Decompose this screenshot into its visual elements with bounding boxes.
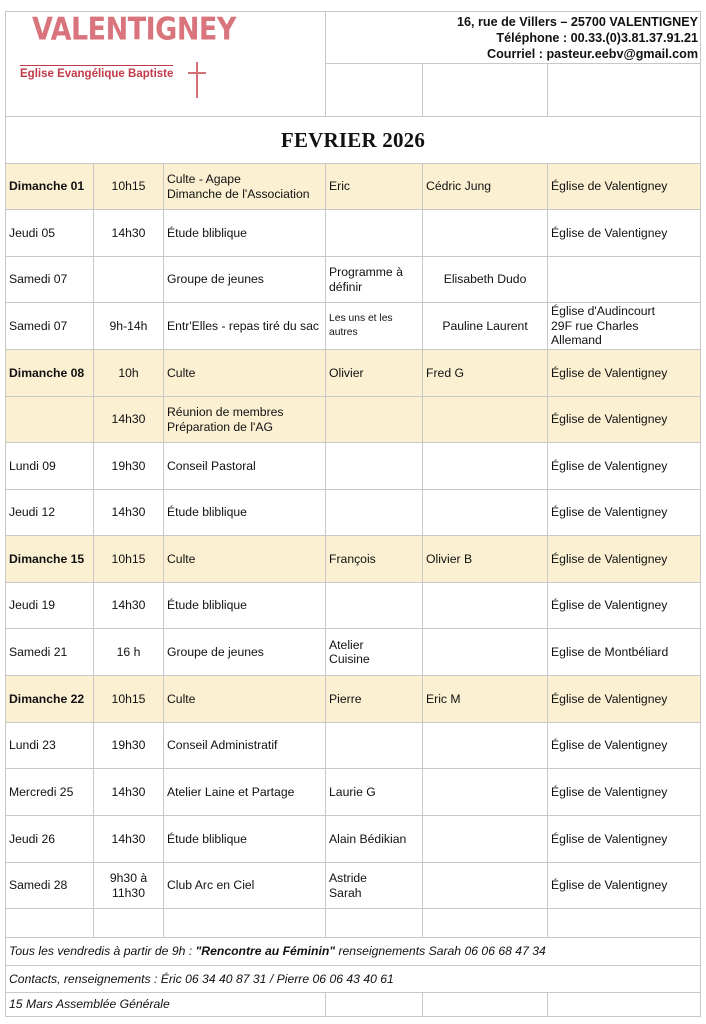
cell-line: Les uns et les autres xyxy=(329,312,393,338)
cell-line: Astride xyxy=(329,871,367,885)
cell-line: Église de Valentigney xyxy=(551,738,668,753)
schedule-table xyxy=(5,11,701,1017)
title-row xyxy=(6,117,701,164)
time-cell xyxy=(94,397,164,443)
cell-line: Dimanche de l'Association xyxy=(167,186,310,201)
leader-cell xyxy=(326,397,423,443)
second-person-cell xyxy=(423,350,548,397)
schedule-row xyxy=(6,583,701,629)
second-person-cell xyxy=(423,629,548,676)
second-person-cell xyxy=(423,490,548,536)
time-cell xyxy=(94,257,164,303)
footer-row xyxy=(6,993,701,1017)
day-cell xyxy=(6,490,94,536)
leader-cell xyxy=(326,769,423,816)
empty-row xyxy=(6,909,701,938)
cell-line: Jeudi 26 xyxy=(9,831,56,846)
place-cell xyxy=(548,303,701,350)
assembly-note: 15 Mars Assemblée Générale xyxy=(6,993,326,1017)
time-cell xyxy=(94,583,164,629)
cell-line: Samedi 28 xyxy=(9,878,68,893)
phone: Téléphone : 00.33.(0)3.81.37.91.21 xyxy=(496,30,699,45)
cell-line: Eric M xyxy=(426,691,461,706)
cell-line: Jeudi 12 xyxy=(9,505,56,520)
cell-line: Pauline Laurent xyxy=(442,318,528,333)
logo-subtitle: Eglise Evangélique Baptiste xyxy=(20,65,173,82)
activity-cell xyxy=(164,350,326,397)
schedule-sheet xyxy=(5,11,700,1017)
church-logo xyxy=(6,11,236,84)
day-cell xyxy=(6,210,94,257)
cell-line: Eglise de Montbéliard xyxy=(551,644,669,659)
leader-cell xyxy=(326,164,423,210)
cell-line: Préparation de l'AG xyxy=(167,419,273,434)
activity-cell xyxy=(164,863,326,909)
activity-cell xyxy=(164,769,326,816)
time-cell xyxy=(94,490,164,536)
activity-cell xyxy=(164,629,326,676)
day-cell xyxy=(6,676,94,723)
leader-cell xyxy=(326,583,423,629)
schedule-row xyxy=(6,164,701,210)
place-cell xyxy=(548,443,701,490)
contacts-note: Contacts, renseignements : Éric 06 34 40 87 31 / Pierre 06 06 43 40 61 xyxy=(6,966,701,993)
cell-line: Conseil Pastoral xyxy=(167,458,256,473)
activity-cell xyxy=(164,816,326,863)
schedule-row xyxy=(6,257,701,303)
day-cell xyxy=(6,350,94,397)
cell-line: Culte - Agape xyxy=(167,172,241,186)
cell-line: Programme à xyxy=(329,265,403,279)
cell-line: Église de Valentigney xyxy=(551,225,668,240)
leader-cell xyxy=(326,723,423,769)
place-cell xyxy=(548,863,701,909)
cell-line: Étude bliblique xyxy=(167,225,247,240)
cell-line: Samedi 07 xyxy=(9,318,68,333)
day-cell xyxy=(6,164,94,210)
schedule-row xyxy=(6,769,701,816)
leader-cell xyxy=(326,490,423,536)
cell-line: Culte xyxy=(167,551,196,566)
leader-cell xyxy=(326,816,423,863)
cell-line: Olivier B xyxy=(426,551,473,566)
cell-line: Lundi 09 xyxy=(9,458,56,473)
cell-line: Sarah xyxy=(329,885,362,900)
cell-line: François xyxy=(329,551,376,566)
place-cell xyxy=(548,210,701,257)
day-cell xyxy=(6,723,94,769)
place-cell xyxy=(548,723,701,769)
day-cell xyxy=(6,629,94,676)
day-cell xyxy=(6,769,94,816)
leader-cell xyxy=(326,443,423,490)
cell-line: Jeudi 05 xyxy=(9,225,56,240)
activity-cell xyxy=(164,490,326,536)
logo-name: VALENTIGNEY xyxy=(32,11,236,48)
cell-line: Église d'Audincourt xyxy=(551,304,655,319)
cell-line: Église de Valentigney xyxy=(551,691,668,706)
weekly-note: Tous les vendredis à partir de 9h : "Rencontre au Féminin" renseignements Sarah 06 06 68 47 34 xyxy=(6,938,701,966)
cross-icon xyxy=(196,62,198,98)
leader-cell xyxy=(326,350,423,397)
second-person-cell xyxy=(423,863,548,909)
cell-line: 9h30 à xyxy=(109,871,148,885)
time-cell xyxy=(94,350,164,397)
cell-line: Entr'Elles - repas tiré du sac xyxy=(167,318,320,333)
cell-line: Dimanche 22 xyxy=(9,691,85,706)
cell-line: Laurie G xyxy=(329,784,376,799)
schedule-row xyxy=(6,676,701,723)
cell-line: Eric xyxy=(329,179,351,194)
leader-cell xyxy=(326,629,423,676)
cell-line: Étude bliblique xyxy=(167,831,247,846)
schedule-row xyxy=(6,303,701,350)
cell-line: Dimanche 08 xyxy=(9,365,85,380)
cell-line: Alain Bédikian xyxy=(329,831,407,846)
cell-line: 19h30 xyxy=(111,458,146,473)
cell-line: Mercredi 25 xyxy=(9,784,74,799)
cell-line: Pierre xyxy=(329,691,362,706)
second-person-cell xyxy=(423,210,548,257)
second-person-cell xyxy=(423,303,548,350)
cell-line: 14h30 xyxy=(111,412,146,427)
time-cell xyxy=(94,816,164,863)
cell-line: Elisabeth Dudo xyxy=(443,272,527,287)
leader-cell xyxy=(326,536,423,583)
second-person-cell xyxy=(423,536,548,583)
schedule-row xyxy=(6,536,701,583)
time-cell xyxy=(94,536,164,583)
second-person-cell xyxy=(423,257,548,303)
cell-line: Dimanche 01 xyxy=(9,179,85,194)
time-cell xyxy=(94,676,164,723)
cell-line: Église de Valentigney xyxy=(551,412,668,427)
footer-row xyxy=(6,966,701,993)
cell-line: 14h30 xyxy=(111,831,146,846)
cell-line: 10h xyxy=(118,365,139,380)
cell-line: 9h-14h xyxy=(109,318,148,333)
activity-cell xyxy=(164,210,326,257)
cell-line: 10h15 xyxy=(111,179,146,194)
place-cell xyxy=(548,536,701,583)
second-person-cell xyxy=(423,397,548,443)
activity-cell xyxy=(164,583,326,629)
time-cell xyxy=(94,210,164,257)
schedule-row xyxy=(6,863,701,909)
cell-line: 14h30 xyxy=(111,598,146,613)
cell-line: Église de Valentigney xyxy=(551,551,668,566)
cell-line: 10h15 xyxy=(111,551,146,566)
cell-line: Église de Valentigney xyxy=(551,831,668,846)
place-cell xyxy=(548,257,701,303)
cell-line: Dimanche 15 xyxy=(9,551,85,566)
header-row xyxy=(6,12,701,64)
activity-cell xyxy=(164,723,326,769)
cell-line: Église de Valentigney xyxy=(551,179,668,194)
cell-line: 19h30 xyxy=(111,738,146,753)
cell-line: Église de Valentigney xyxy=(551,784,668,799)
cell-line: Samedi 07 xyxy=(9,272,68,287)
second-person-cell xyxy=(423,816,548,863)
cell-line: Club Arc en Ciel xyxy=(167,878,255,893)
cell-line: 29F rue Charles xyxy=(551,318,639,333)
time-cell xyxy=(94,164,164,210)
day-cell xyxy=(6,863,94,909)
activity-cell xyxy=(164,397,326,443)
cell-line: Culte xyxy=(167,691,196,706)
cell-line: Allemand xyxy=(551,333,602,348)
schedule-row xyxy=(6,723,701,769)
cell-line: Atelier xyxy=(329,637,364,652)
place-cell xyxy=(548,769,701,816)
day-cell xyxy=(6,257,94,303)
address: 16, rue de Villers – 25700 VALENTIGNEY xyxy=(457,14,699,29)
cell-line: Église de Valentigney xyxy=(551,598,668,613)
leader-cell xyxy=(326,303,423,350)
second-person-cell xyxy=(423,676,548,723)
cell-line: Église de Valentigney xyxy=(551,365,668,380)
schedule-row xyxy=(6,350,701,397)
place-cell xyxy=(548,629,701,676)
cell-line: Atelier Laine et Partage xyxy=(167,784,295,799)
activity-cell xyxy=(164,257,326,303)
cell-line: Groupe de jeunes xyxy=(167,272,264,287)
schedule-row xyxy=(6,629,701,676)
activity-cell xyxy=(164,303,326,350)
activity-cell xyxy=(164,443,326,490)
day-cell xyxy=(6,303,94,350)
second-person-cell xyxy=(423,164,548,210)
cell-line: Fred G xyxy=(426,365,464,380)
schedule-row xyxy=(6,443,701,490)
logo-cell xyxy=(6,12,326,117)
day-cell xyxy=(6,443,94,490)
place-cell xyxy=(548,350,701,397)
activity-cell xyxy=(164,536,326,583)
place-cell xyxy=(548,583,701,629)
schedule-row xyxy=(6,397,701,443)
cell-line: 16 h xyxy=(116,644,141,659)
page-title: FEVRIER 2026 xyxy=(6,117,701,164)
time-cell xyxy=(94,443,164,490)
cell-line: Étude bliblique xyxy=(167,505,247,520)
cell-line: 10h15 xyxy=(111,691,146,706)
cell-line: 14h30 xyxy=(111,505,146,520)
cell-line: 14h30 xyxy=(111,225,146,240)
cell-line: 14h30 xyxy=(111,784,146,799)
schedule-row xyxy=(6,490,701,536)
leader-cell xyxy=(326,676,423,723)
cell-line: Conseil Administratif xyxy=(167,738,278,753)
cell-line: Étude bliblique xyxy=(167,598,247,613)
second-person-cell xyxy=(423,769,548,816)
cell-line: Cuisine xyxy=(329,652,370,666)
cell-line: définir xyxy=(329,279,363,294)
cell-line: Église de Valentigney xyxy=(551,505,668,520)
cell-line: Jeudi 19 xyxy=(9,598,56,613)
day-cell xyxy=(6,536,94,583)
schedule-row xyxy=(6,816,701,863)
cell-line: Culte xyxy=(167,365,196,380)
day-cell xyxy=(6,583,94,629)
contact-block xyxy=(326,12,701,64)
time-cell xyxy=(94,723,164,769)
leader-cell xyxy=(326,210,423,257)
email: Courriel : pasteur.eebv@gmail.com xyxy=(486,46,699,61)
footer-row xyxy=(6,938,701,966)
cell-line: 11h30 xyxy=(112,885,145,900)
schedule-row xyxy=(6,210,701,257)
leader-cell xyxy=(326,863,423,909)
cell-line: Église de Valentigney xyxy=(551,878,668,893)
cell-line: Cédric Jung xyxy=(426,179,492,194)
activity-cell xyxy=(164,164,326,210)
day-cell xyxy=(6,397,94,443)
cell-line: Samedi 21 xyxy=(9,644,68,659)
place-cell xyxy=(548,397,701,443)
place-cell xyxy=(548,490,701,536)
second-person-cell xyxy=(423,723,548,769)
second-person-cell xyxy=(423,583,548,629)
day-cell xyxy=(6,816,94,863)
cell-line: Réunion de membres xyxy=(167,405,284,419)
place-cell xyxy=(548,816,701,863)
time-cell xyxy=(94,769,164,816)
leader-cell xyxy=(326,257,423,303)
cell-line: Lundi 23 xyxy=(9,738,56,753)
time-cell xyxy=(94,303,164,350)
place-cell xyxy=(548,676,701,723)
cell-line: Olivier xyxy=(329,365,364,380)
place-cell xyxy=(548,164,701,210)
activity-cell xyxy=(164,676,326,723)
time-cell xyxy=(94,629,164,676)
time-cell xyxy=(94,863,164,909)
cell-line: Groupe de jeunes xyxy=(167,644,264,659)
second-person-cell xyxy=(423,443,548,490)
cell-line: Église de Valentigney xyxy=(551,458,668,473)
